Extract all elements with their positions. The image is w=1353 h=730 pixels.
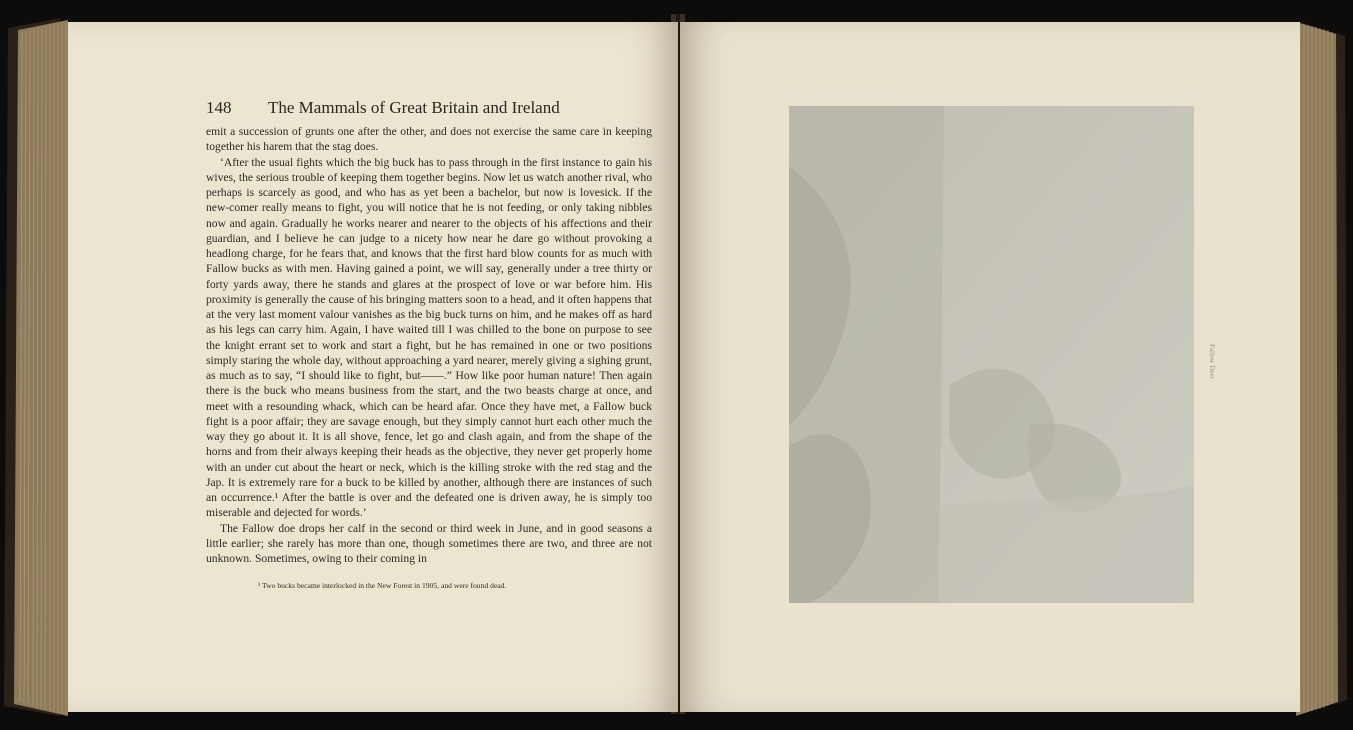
paragraph: ‘After the usual fights which the big buck has to pass through in the first instance to gain his wives, the serious trouble of keeping them together begins. Now let us watch another rival, who perhaps is scarcely as good, and who has as yet been a bachelor, but now is lovesick. If the new-comer really means to fight, you will notice that he is not feeding, or only taking nibbles now and again. Gradually he works nearer and nearer to the objects of his affections and their guardian, and I believe he can judge to a nicety how near he dare go without provoking a headlong charge, for he fears that, and knows that the first hard blow counts for as much with Fallow bucks as with men. Having gained a point, we will say, generally under a tree thirty or forty yards away, there he stands and glares at the prospect of love or war before him. His proximity is generally the cause of his bringing matters soon to a head, and it often happens that at the very last moment valour vanishes as the big buck turns on him, and he makes off as hard as his legs can carry him. Again, I have waited till I was chilled to the bone on purpose to see the knight errant set to work and start a fight, but he has remained in one or two positions simply staring the whole day, without approaching a yard nearer, merely giving a sighing grunt, as much as to say, “I should like to fight, but——.” How like poor human nature! Then again there is the buck who means business from the start, and the two beasts charge at once, and meet with a resounding whack, which can be heard afar. Once they have met, a Fallow buck fight is a poor affair; they are savage enough, but they simply cannot hurt each other much the way they go about it. It is all shove, fence, let go and clash again, and from the shape of the horns and from their always keeping their heads as the objective, they never get properly home with an under cut about the heart or neck, which is the killing stroke with the red stag and the Jap. It is extremely rare for a buck to be killed by another, although there are instances of such an occurrence.¹ After the battle is over and the defeated one is driven away, he is simply too miserable and dejected for words.’ (206, 155, 652, 520)
running-head (206, 98, 646, 118)
page-number: 148 (206, 98, 232, 117)
plate-caption: Fallow Deer (1208, 344, 1216, 379)
plate-image (789, 106, 1194, 603)
footnote: ¹ Two bucks became interlocked in the New Forest in 1905, and were found dead. (258, 581, 507, 590)
body-text (206, 124, 652, 566)
book-title: The Mammals of Great Britain and Ireland (268, 98, 560, 117)
paragraph: emit a succession of grunts one after the other, and does not exercise the same care in keeping together his harem that the stag does. (206, 125, 652, 154)
paragraph: The Fallow doe drops her calf in the second or third week in June, and in good seasons a little earlier; she rarely has more than one, though sometimes there are two, and three are not unknown. Sometimes, owing to their coming in (206, 521, 652, 565)
plate-illustration (789, 106, 1194, 603)
